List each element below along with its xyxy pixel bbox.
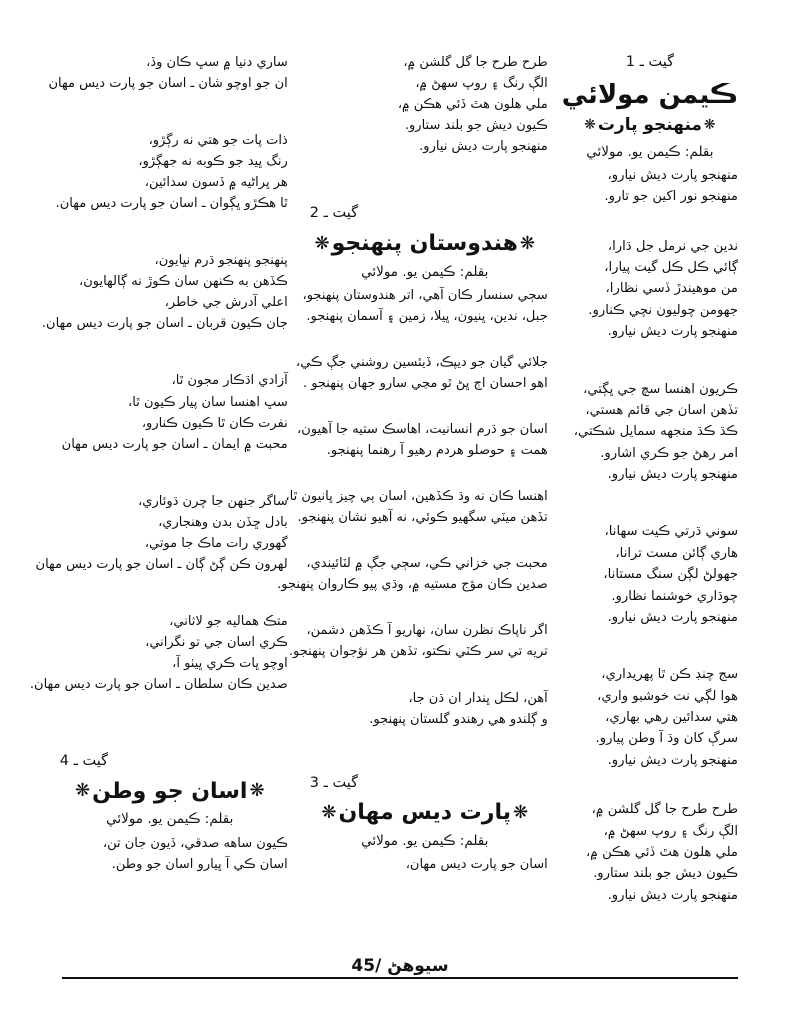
song-1-subtitle (562, 114, 738, 138)
verse-line: ساگر جنهن جا چرن ڌوئاري، (138, 493, 288, 509)
verse-line: محبت جي خزاني ڪي، سڄي جڳ ۾ لٽائيندي، (306, 556, 548, 572)
stanza-gap (302, 474, 548, 486)
song-3-title (302, 798, 548, 828)
verse-line: هاري ڳائن مست ترانا، (615, 545, 738, 561)
verse-line: تريه تي سر ڪٽي نڪتو، تڏهن هر نؤجوان پنهنجو. (288, 644, 548, 660)
song-1-stanza-2 (562, 379, 738, 486)
song-2-stanza-5 (277, 553, 548, 595)
verse-line: صدين ڪان سلطان ـ اسان جو پارت ديس مهان. (29, 676, 288, 692)
verse-line: تڏهن ميٽي سگهيو ڪوئي، نه آهيو نشان پنهنجو. (297, 510, 548, 526)
verse-line: گهوري رات ماڪ جا موتي، (144, 535, 288, 551)
song-4-number: گيت ـ 4 (59, 753, 108, 770)
verse-line: اوچو ڀات ڪري ڀيٺو آ، (172, 655, 288, 671)
stanza-gap (302, 541, 548, 553)
song-2-stanza-1 (302, 285, 548, 327)
verse-line: منهنجو پارت ديش نيارو. (419, 139, 548, 155)
verse-line: بادل ڇڏن بدن وهنجاري، (158, 514, 288, 530)
song-1-stanza-1 (562, 236, 738, 343)
verse-line: سج چنڊ ڪن ٿا پهريداري، (601, 667, 738, 683)
flower-deco-icon: ❋ (249, 780, 265, 802)
column-middle (277, 52, 548, 891)
song-1 (562, 52, 738, 906)
stanza-gap (562, 501, 738, 521)
song-4 (52, 751, 288, 875)
verse-line: ڳائي ڪل ڪل گيت پيارا، (604, 260, 738, 276)
verse-line: منهنجو پارت ديش نيارو. (607, 752, 738, 768)
stanza-gap (302, 676, 548, 688)
song-2-title (302, 229, 548, 259)
verse-line: لهرون ڪن ڳڻ ڳان ـ اسان جو پارت ديس مهان (35, 556, 288, 572)
verse-line: منهنجو پارت ديش نيارو، (607, 167, 738, 183)
verse-line: چوڌاري خوشنما نظارو. (611, 588, 738, 604)
song-1-number: گيت ـ 1 (625, 54, 674, 70)
verse-line: تڏهن اسان جي قائم هستي، (585, 402, 738, 418)
footer-page-number: سيوهڻ /45 (341, 955, 458, 977)
verse-line: جبل، ندين، ڀنيون، ڀيلا، زمين ۽ آسمان پنهنجو. (306, 308, 548, 324)
song-1-byline: بقلم: ڪيمن يو. مولائي (586, 143, 714, 160)
verse-line: صدين ڪان مؤج مستيه ۾، وڌي پيو ڪاروان پنهنجو. (277, 577, 548, 593)
song-2-byline: بقلم: ڪيمن يو. مولائي (361, 263, 489, 280)
stanza-gap (52, 471, 288, 491)
verse-line: ڪيون ساهه صدقي، ڏيون جان تن، (102, 835, 288, 851)
stanza-gap (562, 644, 738, 664)
song-3-opening (302, 854, 548, 875)
verse-line: همت ۽ حوصلو هردم رهيو آ رهنما پنهنجو. (326, 443, 548, 459)
verse-line: متڪ هماليه جو لاثاني، (169, 613, 288, 629)
stanza-gap (52, 350, 288, 370)
song-4-title (52, 777, 288, 807)
stanza-gap (52, 230, 288, 250)
verse-line: الڳ رنگ ۽ روپ سهڻ ۾، (603, 823, 738, 839)
song-4-title-text: اسان جو وطن (92, 778, 248, 804)
song-1-stanza-4 (562, 664, 738, 771)
verse-line: ذات پات جو هتي نه رڳڙو، (148, 133, 288, 149)
verse-line: جهولڻ لڳن سنگ مستانا، (603, 567, 738, 583)
verse-line: ڪري اسان جي تو نگراني، (145, 634, 288, 650)
verse-line: اهو احسان اڄ ڀڻ ٿو مڃي سارو جهان پنهنجو . (302, 376, 548, 392)
song-3-title-text: پارت ديس مهان (338, 800, 511, 826)
column-right (562, 52, 738, 922)
stanza-gap (52, 110, 288, 130)
verse-line: منهنجو پارت ديش نيارو. (607, 467, 738, 483)
verse-line: سرڳ کان وڌ آ وطن پيارو. (595, 731, 738, 747)
verse-line: امر رهڻ جو ڪري اشارو. (600, 445, 738, 461)
verse-line: هوا لڳي نت خوشبو واري، (597, 688, 738, 704)
verse-line: هر ڀراڻيه ۾ ڏسون سدائين، (144, 175, 288, 191)
stanza-gap (562, 224, 738, 236)
song-3-number: گيت ـ 3 (309, 774, 358, 791)
stanza-gap (562, 359, 738, 379)
verse-line: ملي هلون هٿ ڏئي هڪن ۾، (397, 97, 548, 113)
verse-line: اعلي آدرش جي خاطر، (164, 295, 288, 311)
verse-line: آهن، لڪل ڀندار ان ڌن جا، (408, 690, 548, 706)
verse-line: اسان جو ڌرم انسانيت، اهاسڪ ستيه جا آهيون، (297, 422, 548, 438)
verse-line: هتي سدائين رهي بهاري، (605, 710, 738, 726)
song-1-opening (562, 165, 738, 208)
left-top-stanza (48, 52, 288, 94)
verse-line: طرح طرح جا گل گلشن ۾، (591, 802, 738, 818)
column-left (29, 52, 288, 891)
song-2-number: گيت ـ 2 (309, 205, 358, 222)
song-2-stanza-4 (285, 486, 548, 528)
section-gap (302, 173, 548, 203)
verse-line: پنهنجو پنهنجو ڌرم نڀايون، (154, 253, 288, 269)
flower-deco-icon: ❋ (703, 116, 716, 133)
verse-line: ملي هلون هٿ ڏئي هڪن ۾، (585, 844, 738, 860)
verse-line: ڪڏهن به ڪنهن سان ڪوڙ نه ڳالهايون، (79, 274, 288, 290)
left-stanza-5 (29, 611, 288, 695)
song-3-byline: بقلم: ڪيمن يو. مولائي (361, 833, 489, 850)
flower-deco-icon: ❋ (74, 780, 91, 802)
verse-line: سڀ اهنسا سان پيار ڪيون ٿا، (128, 394, 288, 410)
page-footer (62, 955, 738, 987)
verse-line: رنگ ڀيد جو ڪوبه نه جهڳڙو، (138, 154, 288, 170)
verse-line: آزادي اڌڪار مجون ٿا، (171, 373, 288, 389)
verse-line: ڪيون ديش جو بلند ستارو. (404, 118, 548, 134)
verse-line: نفرت ڪان ٿا ڪيون ڪنارو، (141, 415, 288, 431)
verse-line: اسان ڪي آ ڀيارو اسان جو وطن. (111, 856, 288, 872)
flower-deco-icon: ❋ (512, 801, 529, 823)
flower-deco-icon: ❋ (584, 116, 596, 133)
section-gap (52, 711, 288, 751)
verse-line: من موهيندڙ ڏسي نظارا، (605, 281, 738, 297)
middle-top-stanza (302, 52, 548, 157)
verse-line: ڪڌ ڪڌ منجهه سمايل شڪتي، (573, 424, 738, 440)
verse-line: ڪريون اهنسا سچ جي ڀڳتي، (583, 381, 738, 397)
verse-line: جلائي گيان جو ديپڪ، ڏيئسين روشني جڳ ڪي، (296, 355, 548, 371)
page-columns (29, 52, 738, 932)
verse-line: اهنسا ڪان نه وڌ ڪڏهين، اسان ٻي چيز ڀانيون ٿا، (285, 489, 548, 505)
stanza-gap (302, 340, 548, 352)
section-gap (302, 743, 548, 773)
song-2 (277, 203, 548, 729)
verse-line: اگر ناپاڪ نظرن سان، نهاريو آ ڪڏهن دشمن، (306, 623, 548, 639)
verse-line: سڄي سنسار ڪان آهي، اتر هندوستان پنهنجو، (302, 287, 548, 303)
stanza-gap (562, 787, 738, 799)
verse-line: منهنجو پارت ديش نيارو. (607, 324, 738, 340)
verse-line: طرح طرح جا گل گلشن ۾، (403, 55, 548, 70)
verse-line: ساري دنيا ۾ سڀ ڪان وڏ، (146, 55, 288, 70)
flower-deco-icon: ❋ (321, 801, 337, 823)
verse-line: محبت ۾ ايمان ـ اسان جو پارت ديس مهان (61, 436, 288, 452)
song-4-byline: بقلم: ڪيمن يو. مولائي (106, 811, 234, 828)
song-2-stanza-3 (297, 419, 548, 461)
left-stanza-1 (52, 130, 288, 214)
verse-line: سوني ڌرتي ڪيت سهانا، (604, 524, 738, 540)
flower-deco-icon: ❋ (519, 232, 536, 254)
song-2-stanza-7 (302, 688, 548, 730)
verse-line: منهنجو پارت ديش نيارو. (607, 609, 738, 625)
song-1-subtitle-text: منهنجو پارت (597, 114, 702, 135)
flower-deco-icon: ❋ (314, 232, 330, 254)
song-1-stanza-5 (562, 799, 738, 906)
song-3 (302, 773, 548, 876)
left-stanza-2 (41, 250, 288, 334)
footer-rule-bottom (62, 977, 738, 979)
verse-line: ڪيون ديش جو بلند ستارو. (593, 866, 738, 882)
verse-line: منهنجو نور اکين جو تارو. (604, 189, 738, 205)
song-1-stanza-3 (562, 521, 738, 628)
verse-line: الڳ رنگ ۽ روپ سهڻ ۾، (415, 76, 548, 92)
stanza-gap (302, 407, 548, 419)
verse-line: ان جو اوچو شان ـ اسان جو پارت ديس مهان (48, 76, 288, 92)
song-1-title: ڪيمن مولائي (561, 79, 738, 110)
left-stanza-4 (35, 491, 288, 575)
song-2-stanza-6 (288, 620, 548, 662)
left-stanza-3 (52, 370, 288, 454)
verse-line: جان ڪيون قربان ـ اسان جو پارت ديس مهان. (41, 316, 288, 332)
verse-line: اسان جو پارت ديس مهان، (405, 857, 548, 873)
song-2-title-text: هندوستان پنهنجو (331, 230, 518, 256)
song-2-stanza-2 (296, 352, 548, 394)
stanza-gap (52, 591, 288, 611)
verse-line: ٿا هڪڙو ڀڳوان ـ اسان جو پارت ديس مهان. (55, 196, 288, 212)
verse-line: و ڳلندو هي رهندو گلستان پنهنجو. (369, 711, 548, 727)
verse-line: منهنجو پارت ديش نيارو. (607, 887, 738, 903)
song-4-opening (52, 833, 288, 875)
stanza-gap (302, 608, 548, 620)
verse-line: جهومن چوليون نچي ڪنارو. (588, 302, 738, 318)
verse-line: ندين جي نرمل جل ڌارا، (607, 238, 738, 254)
footer-page-label (62, 954, 738, 976)
